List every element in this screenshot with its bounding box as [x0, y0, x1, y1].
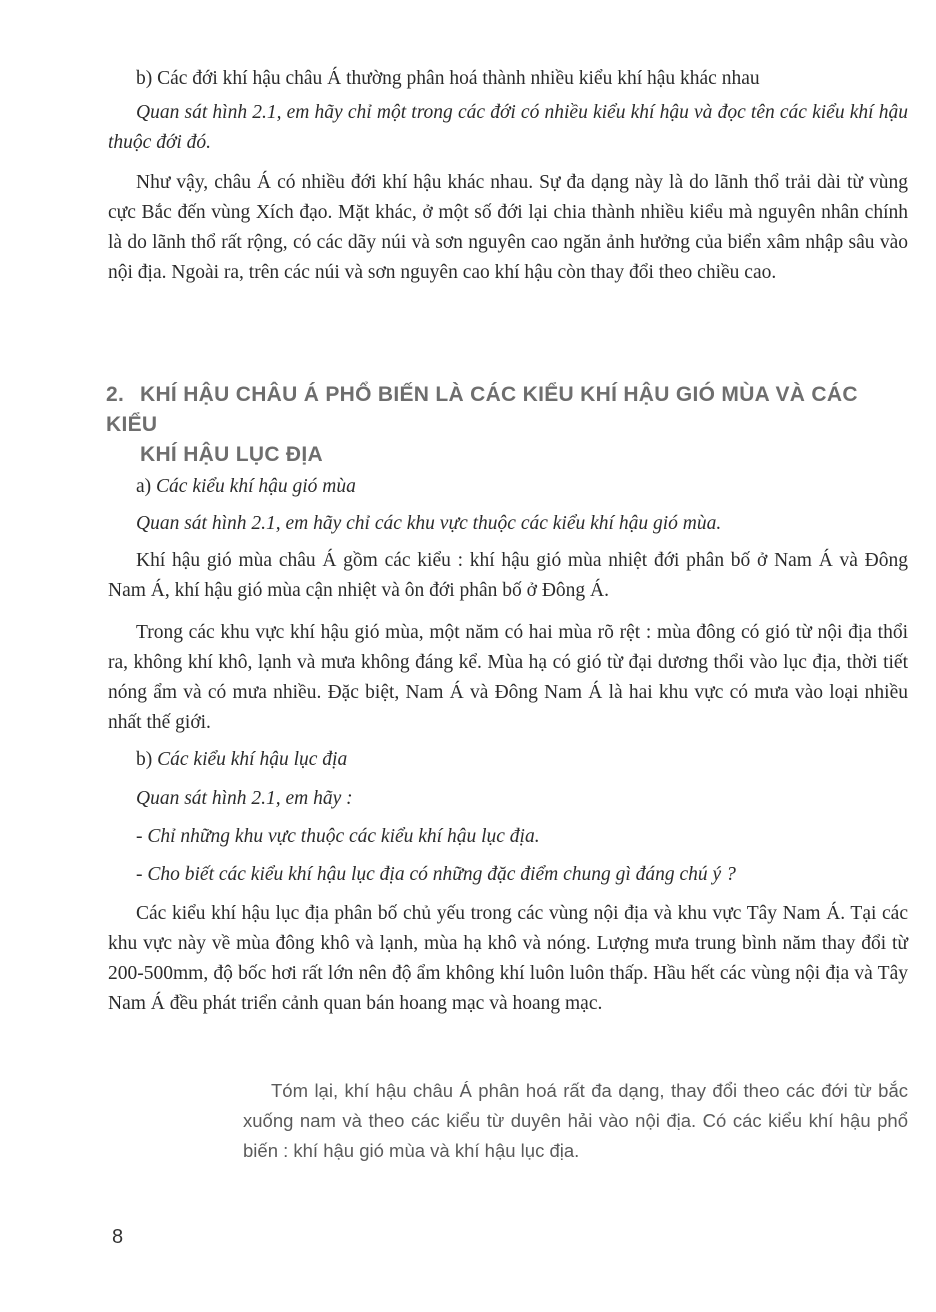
- subsection-a-title: Các kiểu khí hậu gió mùa: [156, 476, 356, 497]
- body-paragraph: Như vậy, châu Á có nhiều đới khí hậu khác nhau. Sự đa dạng này là do lãnh thổ trải dài từ vùng cực Bắc đến vùng Xích đạo. Mặt khác, ở một số đới lại chia thành nhiều kiểu mà nguyên nhân chính là do lãnh thổ rất rộng, có các dãy núi và sơn nguyên cao ngăn ảnh hưởng của biển xâm nhập sâu vào nội địa. Ngoài ra, trên các núi và sơn nguyên cao khí hậu còn thay đổi theo chiều cao.: [108, 172, 908, 283]
- body-paragraph: Khí hậu gió mùa châu Á gồm các kiểu : khí hậu gió mùa nhiệt đới phân bố ở Nam Á và Đông Nam Á, khí hậu gió mùa cận nhiệt và ôn đới phân bố ở Đông Á.: [108, 550, 908, 601]
- section-title-line2: KHÍ HẬU LỤC ĐỊA: [140, 443, 323, 466]
- body-paragraph: Các kiểu khí hậu lục địa phân bố chủ yếu trong các vùng nội địa và khu vực Tây Nam Á. Tại các khu vực này về mùa đông khô và lạnh, mùa hạ khô và nóng. Lượng mưa trung bình năm thay đổi từ 200-500mm, độ bốc hơi rất lớn nên độ ẩm không khí luôn luôn thấp. Hầu hết các vùng nội địa và Tây Nam Á đều phát triển cảnh quan bán hoang mạc và hoang mạc.: [108, 903, 908, 1014]
- observation-question: Quan sát hình 2.1, em hãy chỉ một trong các đới có nhiều kiểu khí hậu và đọc tên các kiểu khí hậu thuộc đới đó.: [108, 102, 908, 153]
- subsection-a-prefix: a): [136, 476, 157, 497]
- observation-question: Quan sát hình 2.1, em hãy chỉ các khu vực thuộc các kiểu khí hậu gió mùa.: [136, 513, 722, 534]
- subsection-b2-heading: [136, 745, 908, 775]
- subsection-b2-prefix: b): [136, 749, 158, 770]
- body-paragraph: Trong các khu vực khí hậu gió mùa, một năm có hai mùa rõ rệt : mùa đông có gió từ nội địa thổi ra, không khí khô, lạnh và mưa không đáng kể. Mùa hạ có gió từ đại dương thổi vào lục địa, thời tiết nóng ẩm và có mưa nhiều. Đặc biệt, Nam Á và Đông Nam Á là hai khu vực có mưa vào loại nhiều nhất thế giới.: [108, 622, 908, 733]
- section-number: 2.: [106, 383, 125, 406]
- section-title-line1: KHÍ HẬU CHÂU Á PHỔ BIẾN LÀ CÁC KIỂU KHÍ HẬU GIÓ MÙA VÀ CÁC KIỂU: [106, 383, 858, 436]
- subsection-b2-title: Các kiểu khí hậu lục địa: [157, 749, 348, 770]
- question-item: - Cho biết các kiểu khí hậu lục địa có những đặc điểm chung gì đáng chú ý ?: [136, 864, 736, 885]
- subsection-b-heading: b) Các đới khí hậu châu Á thường phân hoá thành nhiều kiểu khí hậu khác nhau: [136, 68, 760, 89]
- subsection-a-heading: [136, 472, 908, 502]
- question-item: - Chỉ những khu vực thuộc các kiểu khí hậu lục địa.: [136, 826, 540, 847]
- page-number: 8: [112, 1226, 124, 1248]
- summary-box: Tóm lại, khí hậu châu Á phân hoá rất đa dạng, thay đổi theo các đới từ bắc xuống nam và theo các kiểu từ duyên hải vào nội địa. Có các kiểu khí hậu phổ biến : khí hậu gió mùa và khí hậu lục địa.: [243, 1080, 908, 1161]
- observation-question: Quan sát hình 2.1, em hãy :: [136, 788, 353, 809]
- section-heading: [106, 380, 910, 470]
